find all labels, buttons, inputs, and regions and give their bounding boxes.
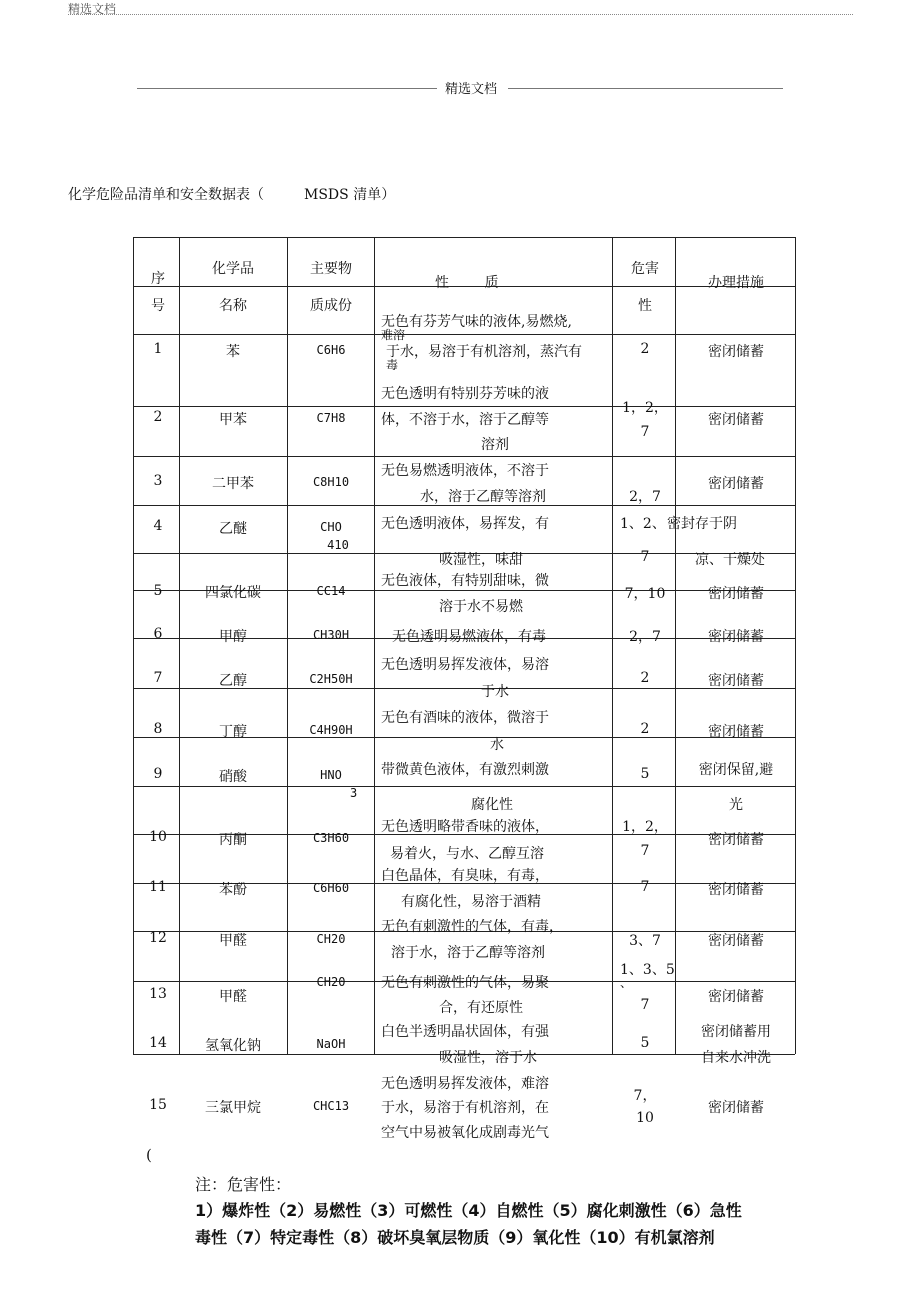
table-row-divider (133, 786, 795, 787)
row-4-no: 4 (153, 518, 163, 534)
row-4-prop-line1: 无色透明液体，易挥发，有 (381, 516, 549, 532)
table-row-divider (133, 456, 795, 457)
title-suffix: MSDS 清单） (304, 187, 396, 203)
row-12-hazard: 3、7 (629, 933, 661, 949)
row-7-action: 密闭储蓄 (708, 673, 764, 689)
row-14-formula: NaOH (316, 1037, 346, 1051)
row-2-prop-line1: 无色透明有特别芬芳味的液 (381, 386, 549, 402)
row-12-no: 12 (149, 930, 167, 946)
row-6-formula: CH30H (312, 628, 350, 642)
row-5-formula: CC14 (316, 584, 346, 598)
row-5-action: 密闭储蓄 (708, 586, 764, 602)
row-9-prop-line2: 腐化性 (471, 797, 513, 813)
row-7-formula: C2H50H (309, 672, 353, 686)
row-15-formula: CHC13 (312, 1099, 350, 1113)
center-rule-right (508, 88, 783, 89)
row-5-prop-line1: 无色液体，有特别甜味，微 (381, 573, 549, 589)
row-11-prop-line1: 白色晶体，有臭味，有毒， (381, 868, 549, 884)
row-1-action: 密闭储蓄 (708, 344, 764, 360)
row-12-prop-line2: 溶于水，溶于乙醇等溶剂 (391, 945, 545, 961)
row-2-hazard-line1: 1，2， (622, 400, 668, 416)
row-13-prop-line2: 合，有还原性 (439, 1000, 523, 1016)
row-9-no: 9 (153, 766, 163, 782)
row-10-prop-line1: 无色透明略带香味的液体， (381, 819, 549, 835)
row-3-prop-line2: 水，溶于乙醇等溶剂 (420, 489, 546, 505)
row-10-name: 丙酮 (219, 832, 247, 848)
row-7-hazard: 2 (640, 670, 650, 686)
row-10-formula: C3H60 (312, 831, 350, 845)
row-9-hazard: 5 (640, 766, 650, 782)
header-no-line1: 序 (151, 271, 165, 287)
row-9-name: 硝酸 (219, 769, 247, 785)
row-12-formula: CH20 (316, 932, 346, 946)
row-1-formula: C6H6 (316, 343, 346, 357)
row-1-no: 1 (153, 341, 163, 357)
row-15-prop-line3: 空气中易被氧化成剧毒光气 (381, 1125, 549, 1141)
row-7-no: 7 (153, 670, 163, 686)
row-6-prop: 无色透明易燃液体，有毒 (392, 629, 546, 645)
row-13-no: 13 (149, 986, 167, 1002)
table-row-divider (133, 334, 795, 335)
row-5-no: 5 (153, 583, 163, 599)
row-13-action: 密闭储蓄 (708, 989, 764, 1005)
page-header-label: 精选文档 (68, 2, 117, 16)
row-8-name: 丁醇 (219, 724, 247, 740)
row-2-hazard-line2: 7 (640, 424, 650, 440)
row-8-prop-line2: 水 (490, 737, 504, 753)
row-3-no: 3 (153, 473, 163, 489)
row-2-prop-line3: 溶剂 (481, 437, 509, 453)
row-15-action: 密闭储蓄 (708, 1100, 764, 1116)
row-5-name: 四氯化碳 (205, 585, 261, 601)
row-14-prop-line1: 白色半透明晶状固体，有强 (381, 1024, 549, 1040)
row-1-prop-line4: 毒 (386, 358, 399, 372)
row-11-prop-line2: 有腐化性，易溶于酒精 (401, 894, 541, 910)
row-9-action-line1: 密闭保留,避 (698, 762, 774, 778)
row-10-hazard-line2: 7 (640, 843, 650, 859)
row-4-action-line2: 凉、干燥处 (695, 552, 765, 568)
row-3-prop-line1: 无色易燃透明液体，不溶于 (381, 463, 549, 479)
header-formula-line2: 质成份 (310, 298, 352, 314)
row-1-hazard: 2 (640, 341, 650, 357)
row-1-prop-line2: 难溶 (381, 328, 406, 342)
row-9-action-line2: 光 (729, 797, 743, 813)
row-3-hazard: 2，7 (629, 489, 661, 505)
center-header-label: 精选文档 (445, 82, 498, 97)
row-15-name: 三氯甲烷 (205, 1100, 261, 1116)
table-row-divider (133, 406, 795, 407)
row-8-action: 密闭储蓄 (708, 724, 764, 740)
header-no-line2: 号 (151, 298, 165, 314)
row-2-action: 密闭储蓄 (708, 412, 764, 428)
row-4-prop-line2: 吸湿性，味甜 (439, 552, 523, 568)
row-5-hazard: 7，10 (624, 586, 666, 602)
row-4-formula-line2: 410 (327, 538, 349, 552)
header-name-line1: 化学品 (212, 261, 254, 277)
row-11-formula: C6H60 (312, 881, 350, 895)
row-14-hazard: 5 (640, 1035, 650, 1051)
row-13-formula: CH20 (316, 975, 346, 989)
row-13-prop-line1: 无色有刺激性的气体，易聚 (381, 975, 549, 991)
table-border-right (795, 237, 796, 1054)
row-15-hazard-line2: 10 (636, 1110, 654, 1126)
row-8-hazard: 2 (640, 721, 650, 737)
row-12-action: 密闭储蓄 (708, 933, 764, 949)
header-formula-line1: 主要物 (310, 261, 352, 277)
header-action: 办理措施 (708, 275, 764, 291)
row-10-prop-line2: 易着火，与水、乙醇互溶 (390, 846, 544, 862)
row-10-action: 密闭储蓄 (708, 832, 764, 848)
row-14-action-line2: 自来水冲洗 (701, 1050, 771, 1066)
header-hazard-line1: 危害 (631, 261, 659, 277)
row-8-prop-line1: 无色有酒味的液体，微溶于 (381, 710, 549, 726)
row-8-formula: C4H90H (309, 723, 353, 737)
row-14-action-line1: 密闭储蓄用 (701, 1024, 771, 1040)
row-4-hazard-line1: 1、2、 (620, 516, 666, 532)
row-3-name: 二甲苯 (212, 476, 254, 492)
row-15-hazard-line1: 7， (633, 1088, 657, 1104)
row-7-name: 乙醇 (219, 673, 247, 689)
header-divider (68, 14, 853, 15)
row-3-action: 密闭储蓄 (708, 476, 764, 492)
row-11-hazard: 7 (640, 879, 650, 895)
row-8-no: 8 (153, 721, 163, 737)
header-property: 性 质 (435, 275, 499, 291)
notes-label: 注：危害性： (195, 1175, 292, 1194)
header-name-line2: 名称 (219, 298, 247, 314)
row-13-hazard-line1: 1、3、5 (620, 962, 675, 978)
row-4-action-line1: 密封存于阴 (667, 516, 737, 532)
row-10-hazard-line1: 1，2， (622, 819, 668, 835)
row-5-prop-line2: 溶于水不易燃 (439, 599, 523, 615)
row-9-prop-line1: 带微黄色液体，有激烈刺激 (381, 762, 549, 778)
row-13-name: 甲醛 (219, 989, 247, 1005)
row-6-name: 甲醇 (219, 629, 247, 645)
row-11-name: 苯酚 (219, 882, 247, 898)
row-4-formula-line1: CHO (320, 520, 342, 534)
row-10-no: 10 (149, 829, 167, 845)
row-1-prop-line3: 于水，易溶于有机溶剂，蒸汽有 (386, 344, 582, 360)
table-border-top (133, 237, 795, 238)
row-9-formula-line2: 3 (350, 786, 358, 800)
row-11-action: 密闭储蓄 (708, 882, 764, 898)
row-6-hazard: 2，7 (629, 629, 661, 645)
title-prefix: 化学危险品清单和安全数据表（ (68, 187, 264, 203)
row-4-name: 乙醚 (219, 521, 247, 537)
row-11-no: 11 (149, 879, 167, 895)
row-15-prop-line2: 于水，易溶于有机溶剂，在 (381, 1100, 549, 1116)
row-2-no: 2 (153, 409, 163, 425)
row-6-action: 密闭储蓄 (708, 629, 764, 645)
stray-parenthesis: ( (146, 1146, 152, 1164)
row-2-name: 甲苯 (219, 412, 247, 428)
row-3-formula: C8H10 (312, 475, 350, 489)
row-7-prop-line2: 于水 (481, 684, 509, 700)
row-14-name: 氢氧化钠 (205, 1038, 261, 1054)
header-hazard-line2: 性 (638, 298, 652, 314)
center-rule-left (137, 88, 437, 89)
row-15-prop-line1: 无色透明易挥发液体，难溶 (381, 1076, 549, 1092)
row-1-name: 苯 (226, 344, 240, 360)
row-13-hazard-line3: 7 (640, 997, 650, 1013)
row-2-formula: C7H8 (316, 411, 346, 425)
row-2-prop-line2: 体，不溶于水，溶于乙醇等 (381, 412, 549, 428)
row-7-prop-line1: 无色透明易挥发液体，易溶 (381, 657, 549, 673)
row-9-formula-line1: HNO (320, 768, 342, 782)
row-6-no: 6 (153, 626, 163, 642)
notes-line2: 毒性（7）特定毒性（8）破坏臭氧层物质（9）氧化性（10）有机氯溶剂 (195, 1228, 715, 1247)
document-title (68, 184, 395, 204)
row-13-hazard-line2: 、 (620, 976, 633, 990)
row-12-prop-line1: 无色有刺激性的气体，有毒， (381, 919, 563, 935)
notes-line1: 1）爆炸性（2）易燃性（3）可燃性（4）自燃性（5）腐化刺激性（6）急性 (195, 1201, 742, 1220)
row-4-hazard-line2: 7 (640, 549, 650, 565)
row-14-no: 14 (149, 1035, 167, 1051)
row-14-prop-line2: 吸湿性，溶于水 (439, 1050, 537, 1066)
row-12-name: 甲醛 (219, 933, 247, 949)
row-15-no: 15 (149, 1097, 167, 1113)
row-1-prop-line1: 无色有芬芳气味的液体,易燃烧, (381, 314, 572, 330)
